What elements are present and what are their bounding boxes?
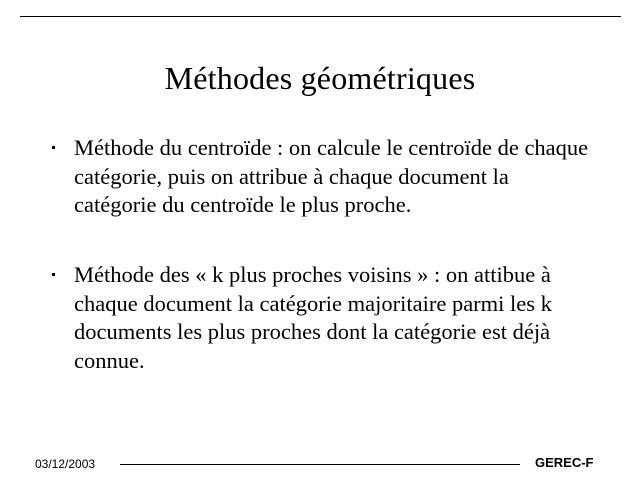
bullet-text: Méthode du centroïde : on calcule le centroïde de chaque catégorie, puis on attribue à chaque document la catégorie du centroïde le plus proche. xyxy=(74,135,589,217)
bullet-item xyxy=(74,134,594,220)
bullet-item xyxy=(74,261,594,375)
footer-date: 03/12/2003 xyxy=(35,457,96,471)
bullet-text: Méthode des « k plus proches voisins » : on attibue à chaque document la catégorie majoritaire parmi les k documents les plus proches dont la catégorie est déjà connue. xyxy=(74,262,552,373)
footer-organization: GEREC-F xyxy=(535,455,594,470)
slide-title: Méthodes géométriques xyxy=(164,60,476,96)
footer-divider xyxy=(120,464,520,465)
bullet-marker-icon xyxy=(52,273,55,276)
bullet-marker-icon xyxy=(52,146,55,149)
